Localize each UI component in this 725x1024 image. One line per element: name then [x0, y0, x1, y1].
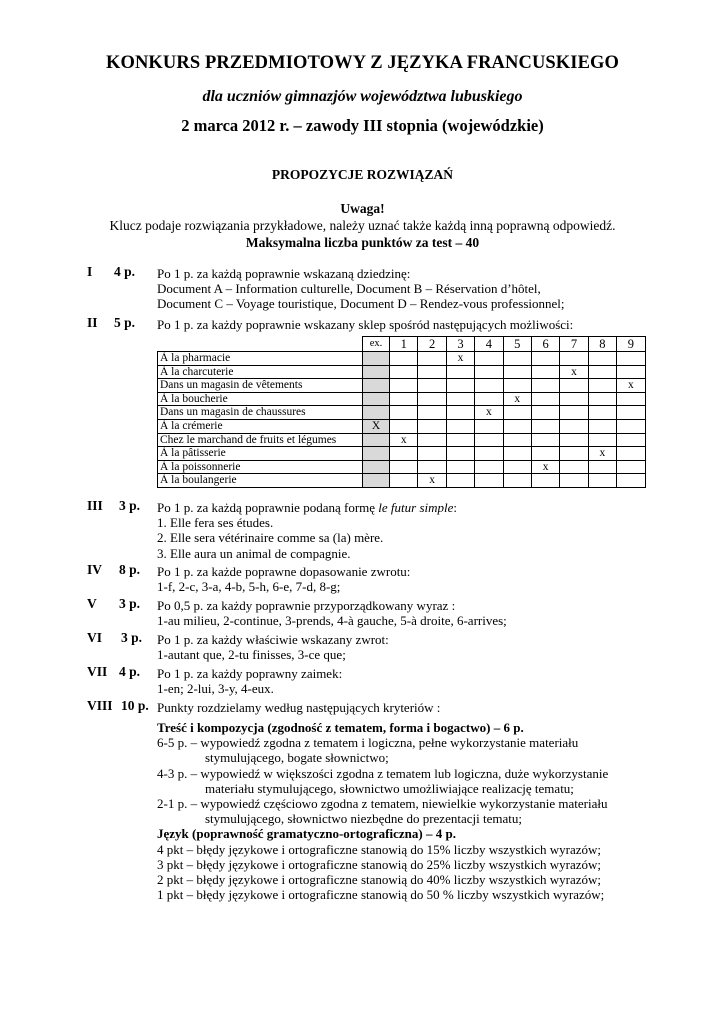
table-cell: [503, 460, 531, 474]
section-iii-intro-a: Po 1 p. za każdą poprawnie podaną formę: [157, 500, 379, 515]
table-cell: [531, 352, 559, 366]
table-cell: [531, 365, 559, 379]
section-vii-line: Po 1 p. za każdy poprawny zaimek:: [157, 666, 343, 681]
table-cell: x: [418, 474, 446, 488]
section-iii-points: 3 p.: [119, 498, 141, 513]
table-cell: [390, 352, 418, 366]
table-cell: [446, 392, 474, 406]
section-vii-number: VII: [87, 664, 108, 679]
section-vi-line: Po 1 p. za każdy właściwie wskazany zwrot:: [157, 632, 389, 647]
table-row: [158, 392, 646, 406]
section-iv-line: 1-f, 2-c, 3-a, 4-b, 5-h, 6-e, 7-d, 8-g;: [157, 579, 341, 595]
table-row-label: À la charcuterie: [158, 365, 363, 379]
table-row-label: À la boucherie: [158, 392, 363, 406]
table-row: [158, 379, 646, 393]
criteria-line: 2 pkt – błędy językowe i ortograficzne stanowią do 40% liczby wszystkich wyrazów;: [157, 872, 602, 888]
section-ii-points: 5 p.: [114, 315, 136, 330]
table-cell: [560, 447, 588, 461]
table-cell: x: [560, 365, 588, 379]
table-cell: [446, 419, 474, 433]
table-cell-ex: [363, 460, 390, 474]
table-row: [158, 460, 646, 474]
table-cell: [503, 474, 531, 488]
section-vi-number: VI: [87, 630, 103, 645]
table-cell: [560, 460, 588, 474]
table-header-col: 4: [475, 337, 503, 352]
table-cell: [418, 352, 446, 366]
section-viii-points: 10 p.: [121, 698, 149, 713]
criteria-line: stymulującego, słownictwo niezbędne do prezentacji tematu;: [205, 811, 522, 827]
table-cell-ex: [363, 352, 390, 366]
table-cell: [475, 352, 503, 366]
section-i-number: I: [87, 264, 93, 279]
table-cell: [390, 365, 418, 379]
document-date: 2 marca 2012 r. – zawody III stopnia (wojewódzkie): [181, 116, 544, 135]
table-row-label: À la pâtisserie: [158, 447, 363, 461]
section-viii-intro: Punkty rozdzielamy według następujących kryteriów :: [157, 700, 441, 715]
table-cell: [446, 433, 474, 447]
table-header-col: 9: [617, 337, 645, 352]
section-heading: PROPOZYCJE ROZWIĄZAŃ: [271, 167, 454, 182]
table-row: [158, 406, 646, 420]
table-cell-ex: [363, 406, 390, 420]
table-cell: [588, 406, 616, 420]
table-cell: [446, 406, 474, 420]
table-cell: [560, 406, 588, 420]
table-cell: [560, 392, 588, 406]
section-iv-points: 8 p.: [119, 562, 141, 577]
table-cell: [617, 419, 645, 433]
table-cell: [418, 392, 446, 406]
section-vi-text: [157, 632, 389, 662]
table-cell: [418, 365, 446, 379]
table-corner: [158, 337, 363, 352]
table-cell: [617, 406, 645, 420]
table-header-ex: ex.: [363, 337, 390, 352]
table-header-col: 1: [390, 337, 418, 352]
table-header-col: 5: [503, 337, 531, 352]
table-cell: [560, 433, 588, 447]
table-cell: [475, 474, 503, 488]
table-cell: [390, 406, 418, 420]
table-row: [158, 433, 646, 447]
section-i-line: Document A – Information culturelle, Document B – Réservation d’hôtel,: [157, 281, 541, 297]
table-cell: [588, 474, 616, 488]
table-cell: x: [531, 460, 559, 474]
section-vii-line: 1-en; 2-lui, 3-y, 4-eux.: [157, 681, 274, 697]
table-cell: [617, 352, 645, 366]
table-cell: [588, 460, 616, 474]
table-header-col: 6: [531, 337, 559, 352]
table-cell: [418, 447, 446, 461]
table-cell: [475, 433, 503, 447]
table-cell-ex: X: [363, 419, 390, 433]
table-cell: [588, 392, 616, 406]
table-cell: [531, 419, 559, 433]
section-iii-line: 1. Elle fera ses études.: [157, 515, 274, 531]
table-cell: [475, 447, 503, 461]
table-cell: [503, 406, 531, 420]
table-cell: [560, 379, 588, 393]
table-row: [158, 474, 646, 488]
table-cell: [446, 474, 474, 488]
table-cell: x: [588, 447, 616, 461]
table-cell: [588, 352, 616, 366]
criteria-line: stymulującego, bogate słownictwo;: [205, 750, 389, 766]
section-vi-line: 1-autant que, 2-tu finisses, 3-ce que;: [157, 647, 346, 663]
section-iv-number: IV: [87, 562, 103, 577]
table-cell: [588, 365, 616, 379]
table-cell: [446, 379, 474, 393]
table-row: [158, 419, 646, 433]
table-cell: x: [390, 433, 418, 447]
table-row-label: À la boulangerie: [158, 474, 363, 488]
table-row: [158, 447, 646, 461]
section-i-line: Document C – Voyage touristique, Document D – Rendez-vous professionnel;: [157, 296, 565, 312]
section-iii-number: III: [87, 498, 103, 513]
table-cell: [503, 419, 531, 433]
table-cell: [617, 433, 645, 447]
criteria-line: 4 pkt – błędy językowe i ortograficzne stanowią do 15% liczby wszystkich wyrazów;: [157, 841, 602, 857]
criteria-line: materiału stymulującego, słownictwo umożliwiające realizację tematu;: [205, 780, 574, 796]
section-iii-line: 3. Elle aura un animal de compagnie.: [157, 545, 351, 561]
table-cell: [418, 460, 446, 474]
table-cell: [475, 365, 503, 379]
answer-table: [157, 336, 646, 488]
table-cell: [390, 419, 418, 433]
table-cell: [531, 379, 559, 393]
table-cell: [418, 379, 446, 393]
table-cell: [475, 460, 503, 474]
section-iii-line: 2. Elle sera vétérinaire comme sa (la) mère.: [157, 530, 384, 546]
criteria-line: 1 pkt – błędy językowe i ortograficzne stanowią do 50 % liczby wszystkich wyrazów;: [157, 887, 605, 903]
section-iv-text: [157, 564, 410, 594]
table-cell: [531, 406, 559, 420]
table-cell: [446, 447, 474, 461]
section-ii-number: II: [87, 315, 98, 330]
section-v-line: Po 0,5 p. za każdy poprawnie przyporządkowany wyraz :: [157, 598, 456, 613]
table-cell: [390, 392, 418, 406]
table-cell-ex: [363, 433, 390, 447]
table-header-col: 3: [446, 337, 474, 352]
table-cell: [418, 419, 446, 433]
criteria-line: 4-3 p. – wypowiedź w większości zgodna z tematem lub logiczna, duże wykorzystanie: [157, 765, 609, 781]
table-row: [158, 352, 646, 366]
section-v-line: 1-au milieu, 2-continue, 3-prends, 4-à gauche, 5-à droite, 6-arrives;: [157, 613, 507, 629]
table-cell: [390, 460, 418, 474]
table-header-col: 8: [588, 337, 616, 352]
table-header-col: 7: [560, 337, 588, 352]
table-cell-ex: [363, 447, 390, 461]
table-header-col: 2: [418, 337, 446, 352]
table-row-label: À la pharmacie: [158, 352, 363, 366]
note-title: Uwaga!: [340, 201, 385, 216]
table-cell: [617, 460, 645, 474]
table-cell: [475, 379, 503, 393]
table-row-label: Dans un magasin de chaussures: [158, 406, 363, 420]
section-vii-points: 4 p.: [119, 664, 141, 679]
section-iii-intro-b: :: [453, 500, 458, 515]
section-viii-number: VIII: [87, 698, 113, 713]
table-cell: x: [617, 379, 645, 393]
table-cell: [560, 474, 588, 488]
table-cell: [475, 419, 503, 433]
table-cell: [588, 433, 616, 447]
table-cell-ex: [363, 365, 390, 379]
section-viii-criteria: [157, 720, 608, 902]
table-cell-ex: [363, 474, 390, 488]
table-cell: [588, 379, 616, 393]
criteria-line: 2-1 p. – wypowiedź częściowo zgodna z tematem, niewielkie wykorzystanie materiału: [157, 796, 608, 812]
table-row-label: Dans un magasin de vêtements: [158, 379, 363, 393]
table-cell: [503, 365, 531, 379]
table-cell: [617, 365, 645, 379]
table-cell: [531, 392, 559, 406]
note-block: [0, 200, 725, 251]
criteria-line: 6-5 p. – wypowiedź zgodna z tematem i logiczna, pełne wykorzystanie materiału: [157, 735, 579, 751]
criteria-language-heading: Język (poprawność gramatyczno-ortograficzna) – 4 p.: [157, 826, 456, 842]
table-cell: [560, 352, 588, 366]
table-cell: [418, 433, 446, 447]
section-iv-line: Po 1 p. za każde poprawne dopasowanie zwrotu:: [157, 564, 411, 579]
table-cell: [446, 460, 474, 474]
table-cell: [390, 379, 418, 393]
criteria-line: 3 pkt – błędy językowe i ortograficzne stanowią do 25% liczby wszystkich wyrazów;: [157, 856, 602, 872]
table-cell: [418, 406, 446, 420]
note-max-points: Maksymalna liczba punktów za test – 40: [245, 235, 480, 250]
document-title: KONKURS PRZEDMIOTOWY Z JĘZYKA FRANCUSKIEGO: [105, 53, 619, 73]
table-cell: [617, 392, 645, 406]
table-cell: [588, 419, 616, 433]
section-iii-intro: [157, 500, 457, 515]
table-cell: [503, 352, 531, 366]
table-cell: [503, 447, 531, 461]
section-v-points: 3 p.: [119, 596, 141, 611]
table-cell: [503, 433, 531, 447]
table-cell: [617, 447, 645, 461]
table-cell-ex: [363, 392, 390, 406]
section-iii-text: [157, 500, 457, 561]
table-cell: [560, 419, 588, 433]
table-cell: [475, 392, 503, 406]
table-cell: [446, 365, 474, 379]
section-v-number: V: [87, 596, 97, 611]
table-row: [158, 365, 646, 379]
answer-table-header: [158, 337, 646, 352]
table-cell: x: [446, 352, 474, 366]
table-cell: [531, 474, 559, 488]
section-ii-text: Po 1 p. za każdy poprawnie wskazany sklep spośród następujących możliwości:: [157, 317, 574, 332]
table-cell: [531, 433, 559, 447]
document-subtitle: dla uczniów gimnazjów województwa lubuskiego: [202, 88, 523, 105]
table-row-label: Chez le marchand de fruits et légumes: [158, 433, 363, 447]
section-v-text: [157, 598, 507, 628]
section-i-line: Po 1 p. za każdą poprawnie wskazaną dziedzinę:: [157, 266, 411, 281]
table-cell: x: [503, 392, 531, 406]
table-row-label: À la poissonnerie: [158, 460, 363, 474]
table-cell-ex: [363, 379, 390, 393]
table-cell: [390, 447, 418, 461]
section-i-points: 4 p.: [114, 264, 136, 279]
section-i-text: [157, 266, 565, 312]
table-cell: [503, 379, 531, 393]
note-text: Klucz podaje rozwiązania przykładowe, należy uznać także każdą inną poprawną odpowiedź.: [109, 218, 616, 233]
table-cell: x: [475, 406, 503, 420]
table-cell: [531, 447, 559, 461]
table-cell: [390, 474, 418, 488]
section-vii-text: [157, 666, 342, 696]
table-cell: [617, 474, 645, 488]
criteria-content-heading: Treść i kompozycja (zgodność z tematem, forma i bogactwo) – 6 p.: [157, 720, 524, 735]
section-vi-points: 3 p.: [121, 630, 143, 645]
section-iii-intro-emphasis: le futur simple: [378, 500, 454, 515]
table-row-label: À la crémerie: [158, 419, 363, 433]
